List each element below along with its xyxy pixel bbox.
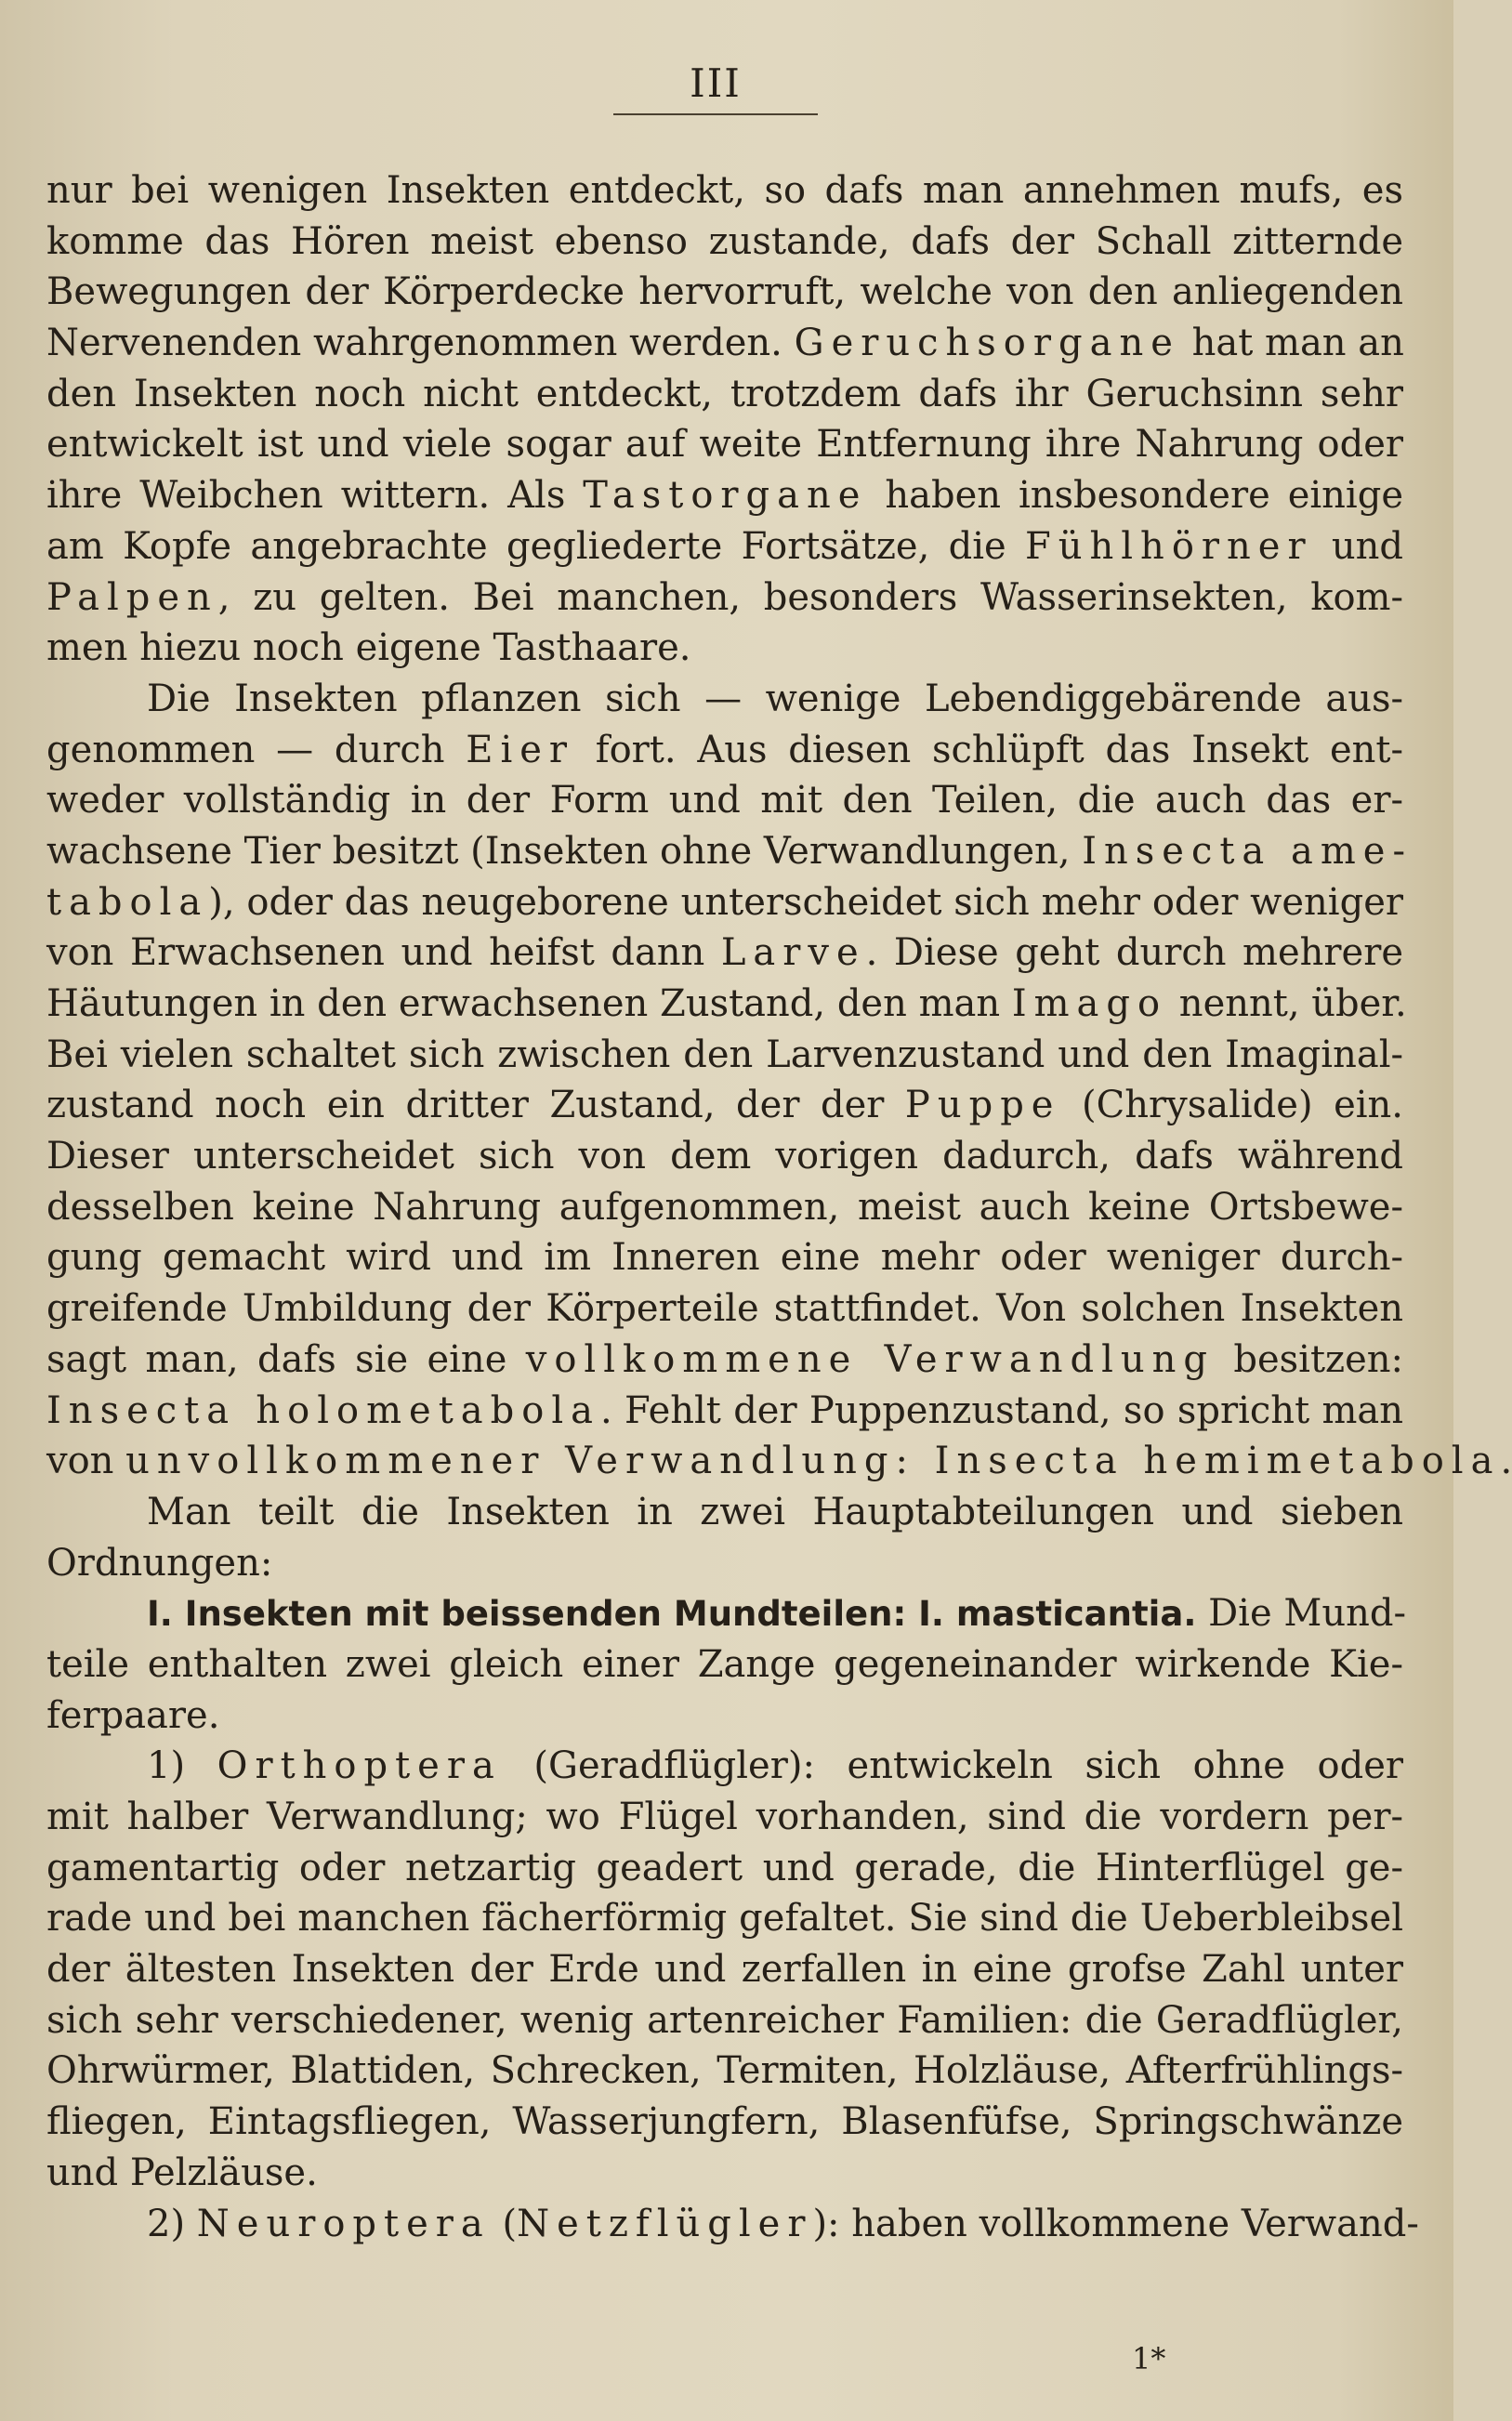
spaced-term: Orthoptera: [217, 1744, 502, 1788]
text-line: gamentartig oder netzartig geadert und gerade, die Hinterflügel ge-: [46, 1846, 1403, 1889]
paragraph-start-line: Die Insekten pflanzen sich — wenige Lebendiggebärende aus-: [147, 677, 1403, 720]
text-line: fliegen, Eintagsfliegen, Wasserjungfern, Blasenfüfse, Springschwänze: [46, 2100, 1403, 2144]
text-line: von unvollkommener Verwandlung: Insecta hemimetabola.: [46, 1440, 1512, 1483]
spaced-term: tabola: [46, 880, 209, 924]
text-line: Bei vielen schaltet sich zwischen den Larvenzustand und den Imaginal-: [46, 1033, 1403, 1076]
text-line: komme das Hören meist ebenso zustande, dafs der Schall zitternde: [46, 219, 1403, 263]
text-line: Nervenenden wahrgenommen werden. Geruchsorgane hat man an: [46, 322, 1404, 365]
spaced-term: vollkommene Verwandlung: [525, 1337, 1215, 1381]
list-item-line: 2) Neuroptera (Netzflügler): haben vollkommene Verwand-: [147, 2202, 1419, 2245]
text-line: wachsene Tier besitzt (Insekten ohne Verwandlungen, Insecta ame-: [46, 829, 1413, 873]
text-line: rade und bei manchen fächerförmig gefaltet. Sie sind die Ueberbleibsel: [46, 1897, 1403, 1941]
section-heading-line: I. Insekten mit beissenden Mundteilen: I. masticantia. Die Mund-: [147, 1592, 1406, 1636]
spaced-term: Insecta holometabola: [46, 1388, 600, 1432]
text-line: sagt man, dafs sie eine vollkommene Verwandlung besitzen:: [46, 1337, 1404, 1381]
text-line: der ältesten Insekten der Erde und zerfallen in eine grofse Zahl unter: [46, 1948, 1403, 1992]
text-line: desselben keine Nahrung aufgenommen, meist auch keine Ortsbewe-: [46, 1185, 1403, 1229]
text-line: sich sehr verschiedener, wenig artenreicher Familien: die Geradflügler,: [46, 1998, 1403, 2042]
text-line: entwickelt ist und viele sogar auf weite Entfernung ihre Nahrung oder: [46, 423, 1403, 467]
text-line: am Kopfe angebrachte gegliederte Fortsätze, die Fühlhörner und: [46, 524, 1403, 568]
signature-mark: 1*: [1132, 2341, 1166, 2376]
paragraph-start-line: Man teilt die Insekten in zwei Hauptabteilungen und sieben: [147, 1490, 1403, 1533]
text-line: mit halber Verwandlung; wo Flügel vorhanden, sind die vordern per-: [46, 1796, 1403, 1838]
spaced-term: Insecta ame-: [1082, 829, 1413, 873]
spaced-term: Fühlhörner: [1024, 524, 1313, 568]
text-line: Bewegungen der Körperdecke hervorruft, welche von den anliegenden: [46, 270, 1403, 314]
text-line: ferpaare.: [46, 1693, 220, 1737]
spaced-term: Puppe: [904, 1084, 1061, 1127]
text-line: tabola), oder das neugeborene unterscheidet sich mehr oder weniger: [46, 880, 1403, 924]
text-line: Palpen, zu gelten. Bei manchen, besonders Wasserinsekten, kom-: [46, 575, 1403, 619]
spaced-term: Eier: [466, 728, 575, 771]
page-number: III: [690, 60, 742, 106]
text-line: Dieser unterscheidet sich von dem vorigen dadurch, dafs während: [46, 1135, 1403, 1178]
text-line: ihre Weibchen wittern. Als Tastorgane haben insbesondere einige: [46, 474, 1403, 518]
spaced-term: Palpen: [46, 575, 218, 619]
spaced-term: Tastorgane: [583, 474, 868, 518]
text-line: nur bei wenigen Insekten entdeckt, so dafs man annehmen mufs, es: [46, 169, 1403, 212]
text-line: Ohrwürmer, Blattiden, Schrecken, Termiten, Holzläuse, Afterfrühlings-: [46, 2049, 1403, 2093]
text-line: und Pelzläuse.: [46, 2151, 318, 2194]
spaced-term: Geruchsorgane: [794, 322, 1180, 365]
header-rule: [613, 113, 818, 115]
spaced-term: unvollkommener Verwandlung: Insecta hemimetabola: [125, 1440, 1501, 1483]
text-line: teile enthalten zwei gleich einer Zange gegeneinander wirkende Kie-: [46, 1642, 1403, 1686]
text-line: Häutungen in den erwachsenen Zustand, den man Imago nennt, über.: [46, 982, 1407, 1025]
section-heading: I. Insekten mit beissenden Mundteilen: I. masticantia.: [147, 1594, 1197, 1635]
text-line: Insecta holometabola. Fehlt der Puppenzustand, so spricht man: [46, 1388, 1404, 1432]
spaced-term: Neuroptera: [196, 2202, 491, 2245]
text-line: gung gemacht wird und im Inneren eine mehr oder weniger durch-: [46, 1236, 1403, 1280]
spaced-term: Larve: [720, 931, 866, 975]
text-line: greifende Umbildung der Körperteile stattfindet. Von solchen Insekten: [46, 1287, 1403, 1331]
text-line: zustand noch ein dritter Zustand, der der Puppe (Chrysalide) ein.: [46, 1084, 1404, 1127]
text-line: Ordnungen:: [46, 1541, 273, 1585]
list-item-line: 1) Orthoptera (Geradflügler): entwickeln sich ohne oder: [147, 1744, 1403, 1788]
spaced-term: Imago: [1011, 982, 1168, 1025]
text-line: von Erwachsenen und heifst dann Larve. Diese geht durch mehrere: [46, 931, 1404, 975]
text-line: genommen — durch Eier fort. Aus diesen schlüpft das Insekt ent-: [46, 728, 1403, 771]
body-text: [46, 165, 1512, 2249]
text-line: men hiezu noch eigene Tasthaare.: [46, 626, 691, 670]
text-line: den Insekten noch nicht entdeckt, trotzdem dafs ihr Geruchsinn sehr: [46, 372, 1403, 415]
text-line: weder vollständig in der Form und mit den Teilen, die auch das er-: [46, 779, 1403, 822]
